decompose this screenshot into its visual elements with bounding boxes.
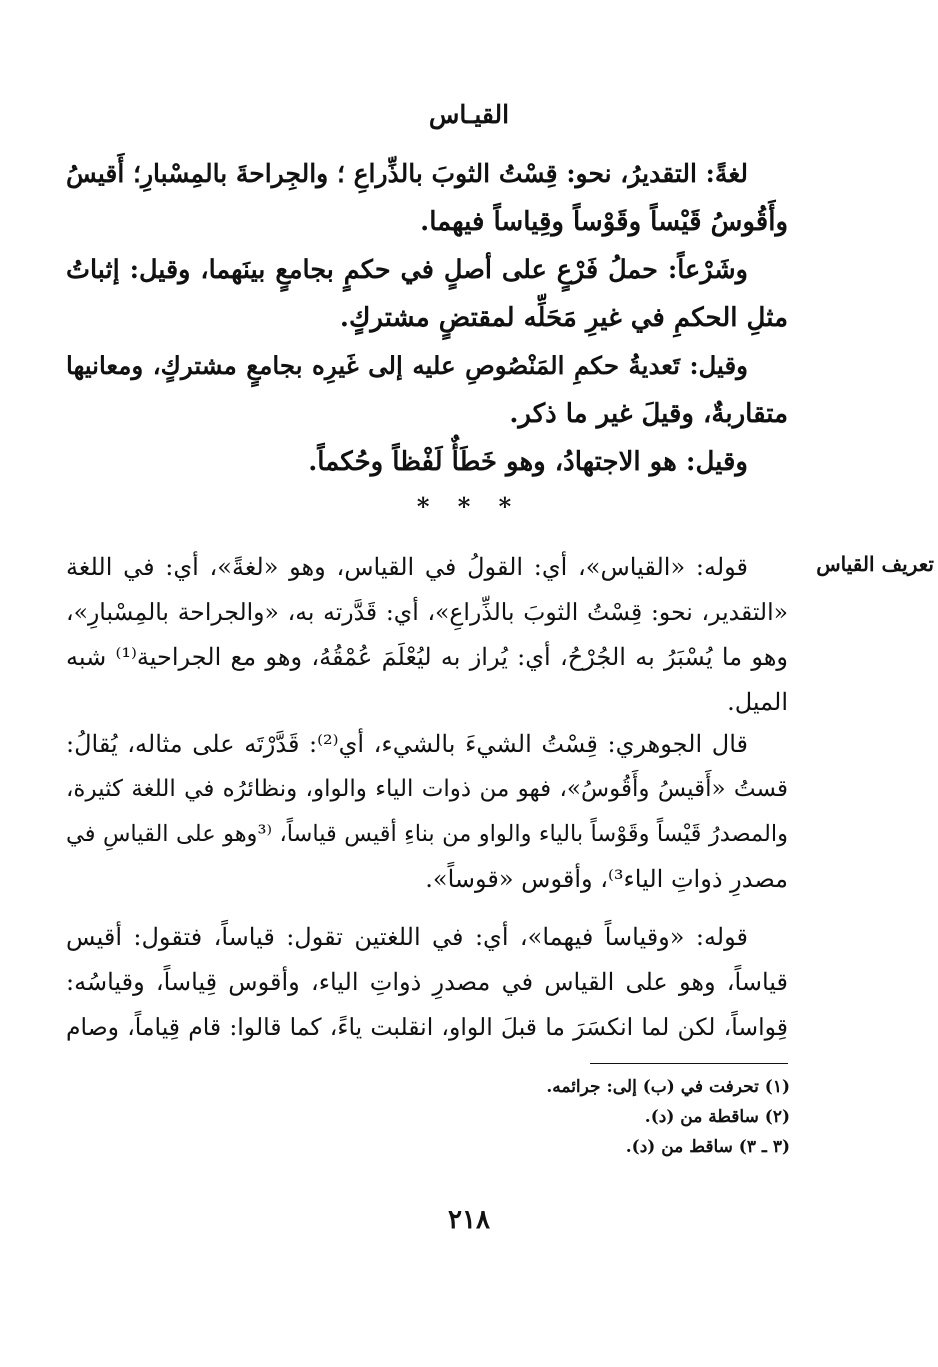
- definition-line: وقيل: تَعديةُ حكمِ المَنْصُوصِ عليه إلى غَيرِه بجامعٍ مشتركٍ، ومعانيها: [66, 351, 748, 380]
- commentary-paragraph-3: [66, 915, 788, 1050]
- section-separator: * * *: [416, 492, 522, 521]
- commentary-line: قوله: «القياس»، أي: القولُ في القياس، وهو «لغةً»، أي: في اللغة: [66, 553, 748, 581]
- commentary-line: قياساً، وهو على القياس في مصدرِ ذواتِ الياء، وأقوس قِياساً، وقياسُه:: [66, 968, 788, 996]
- definition-text: [66, 150, 788, 486]
- definition-line: لغةً: التقديرُ، نحو: قِسْتُ الثوبَ بالذِّراعِ ؛ والجِراحةَ بالمِسْبارِ؛ أَقيسُ: [66, 159, 748, 188]
- commentary-line: وهو ما يُسْبَرُ به الجُرْحُ، أي: يُراز به ليُعْلَمَ عُمْقُهُ، وهو مع الجراحية⁽¹⁾ شبه: [66, 643, 788, 671]
- commentary-line: الميل.: [727, 688, 788, 716]
- definition-line: مثلِ الحكمِ في غيرِ مَحَلِّه لمقتضٍ مشتركٍ.: [339, 303, 788, 333]
- commentary-paragraph-1: [66, 545, 788, 725]
- commentary-line: والمصدرُ قَيْساً وقَوْساً بالياء والواو من بناءِ أقيس قياساً، ⁽³وهو على القياسِ في: [66, 821, 789, 847]
- definition-line: وشَرْعاً: حملُ فَرْعٍ على أصلٍ في حكمٍ بجامعٍ بينَهما، وقيل: إثباتُ: [66, 255, 748, 285]
- footnotes: [450, 1072, 790, 1162]
- margin-note: تعريف القياس: [816, 552, 934, 576]
- definition-line: وأَقُوسُ قَيْساً وقَوْساً وقِياساً فيهما.: [420, 207, 788, 237]
- commentary-line: مصدرِ ذواتِ الياء³⁾، وأقوس «قوساً».: [425, 865, 788, 893]
- commentary-line: قستُ «أَقيسُ وأَقُوسُ»، فهو من ذوات الياء والواو، ونظائرُه في اللغة كثيرة،: [66, 776, 788, 802]
- definition-line: متقاربةٌ، وقيلَ غير ما ذكر.: [509, 399, 788, 429]
- commentary-line: قال الجوهري: قِسْتُ الشيءَ بالشيء، أي⁽²⁾: قَدَّرْتَه على مثاله، يُقالُ:: [66, 730, 749, 758]
- footnote: (٣ ـ ٣) ساقط من (د).: [625, 1137, 790, 1157]
- page-title: القيـاس: [428, 100, 510, 129]
- commentary-paragraph-2: [66, 722, 788, 902]
- footnote: (١) تحرفت في (ب) إلى: جرائمه.: [546, 1077, 790, 1097]
- commentary-line: قوله: «وقياساً فيهما»، أي: في اللغتين تقول: قياساً، فتقول: أقيس: [66, 923, 748, 951]
- definition-line: وقيل: هو الاجتهادُ، وهو خَطَأٌ لَفْظاً وحُكماً.: [308, 447, 748, 477]
- footnote-divider: [590, 1063, 788, 1064]
- commentary-line: قِواساً، لكن لما انكسَرَ ما قبلَ الواو، انقلبت ياءً، كما قالوا: قام قِياماً، وصام: [66, 1013, 788, 1041]
- footnote: (٢) ساقطة من (د).: [644, 1107, 790, 1127]
- page-number: ٢١٨: [448, 1205, 490, 1235]
- commentary-line: «التقدير، نحو: قِسْتُ الثوبَ بالذِّراعِ»، أي: قَدَّرته به، «والجراحة بالمِسْبارِ»،: [66, 598, 788, 626]
